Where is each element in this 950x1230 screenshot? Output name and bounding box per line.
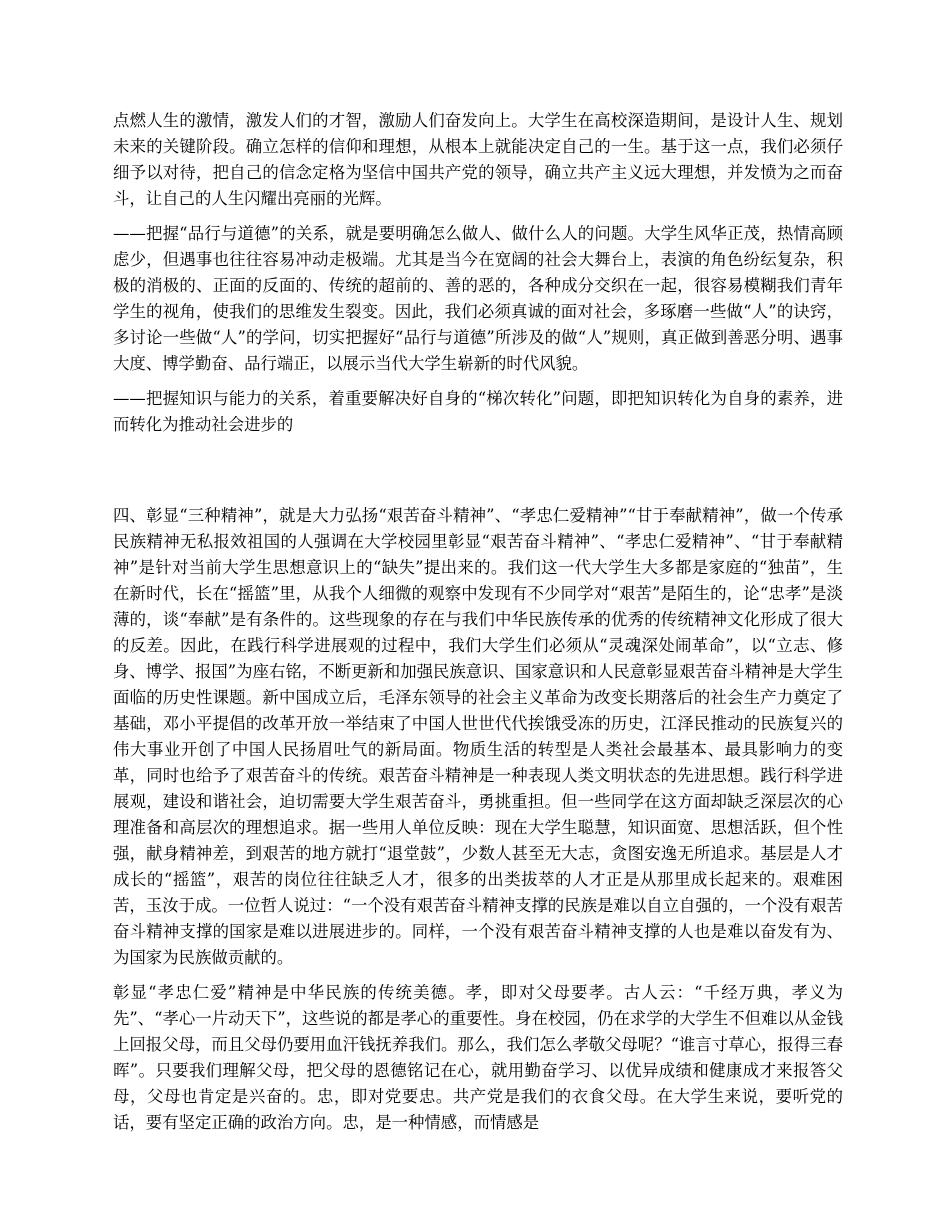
document-body	[113, 108, 843, 1145]
paragraph-conduct-morality: ——把握“品行与道德”的关系，就是要明确怎么做人、做什么人的问题。大学生风华正茂，热情高顾虑少，但遇事也往往容易冲动走极端。尤其是当今在宽阔的社会大舞台上，表演的角色纷纭复杂，积极的消极的、正面的反面的、传统的超前的、善的恶的，各种成分交织在一起，很容易模糊我们青年学生的视角，使我们的思维发生裂变。因此，我们必须真诚的面对社会，多琢磨一些做“人”的诀窍，多讨论一些做“人”的学问，切实把握好“品行与道德”所涉及的做“人”规则，真正做到善恶分明、遇事大度、博学勤奋、品行端正，以展示当代大学生崭新的时代风貌。	[113, 224, 843, 373]
paragraph-ideals: 点燃人生的激情，激发人们的才智，激励人们奋发向上。大学生在高校深造期间，是设计人生、规划未来的关键阶段。确立怎样的信仰和理想，从根本上就能决定自己的一生。基于这一点，我们必须仔细予以对待，把自己的信念定格为坚信中国共产党的领导，确立共产主义远大理想，并发愤为之而奋斗，让自己的人生闪耀出亮丽的光辉。	[113, 111, 843, 208]
paragraph-filial-loyalty: 彰显“孝忠仁爱”精神是中华民族的传统美德。孝，即对父母要孝。古人云：“千经万典，孝义为先”、“孝心一片动天下”，这些说的都是孝心的重要性。身在校园，仍在求学的大学生不但难以从金钱上回报父母，而且父母仍要用血汗钱抚养我们。那么，我们怎么孝敬父母呢？“谁言寸草心，报得三春晖”。只要我们理解父母，把父母的恩德铭记在心，就用勤奋学习、以优异成绩和健康成才来报答父母，父母也肯定是兴奋的。忠，即对党要忠。共产党是我们的衣食父母。在大学生来说，要听党的话，要有坚定正确的政治方向。忠，是一种情感，而情感是	[113, 983, 843, 1132]
paragraph-three-spirits: 四、彰显“三种精神”，就是大力弘扬“艰苦奋斗精神”、“孝忠仁爱精神”“甘于奉献精神”，做一个传承民族精神无私报效祖国的人强调在大学校园里彰显“艰苦奋斗精神”、“孝忠仁爱精神”、“甘于奉献精神”是针对当前大学生思想意识上的“缺失”提出来的。我们这一代大学生大多都是家庭的“独苗”，生在新时代，长在“摇篮”里，从我个人细微的观察中发现有不少同学对“艰苦”是陌生的，论“忠孝”是淡薄的，谈“奉献”是有条件的。这些现象的存在与我们中华民族传承的优秀的传统精神文化形成了很大的反差。因此，在践行科学进展观的过程中，我们大学生们必须从“灵魂深处闹革命”，以“立志、修身、博学、报国”为座右铭，不断更新和加强民族意识、国家意识和人民意彰显艰苦奋斗精神是大学生面临的历史性课题。新中国成立后，毛泽东领导的社会主义革命为改变长期落后的社会生产力奠定了基础，邓小平提倡的改革开放一举结束了中国人世世代代挨饿受冻的历史，江泽民推动的民族复兴的伟大事业开创了中国人民扬眉吐气的新局面。物质生活的转型是人类社会最基本、最具影响力的变革，同时也给予了艰苦奋斗的传统。艰苦奋斗精神是一种表现人类文明状态的先进思想。践行科学进展观，建设和谐社会，迫切需要大学生艰苦奋斗，勇挑重担。但一些同学在这方面却缺乏深层次的心理准备和高层次的理想追求。据一些用人单位反映：现在大学生聪慧，知识面宽、思想活跃，但个性强，献身精神差，到艰苦的地方就打“退堂鼓”，少数人甚至无大志，贪图安逸无所追求。基层是人才成长的“摇篮”，艰苦的岗位往往缺乏人才，很多的出类拔萃的人才正是从那里成长起来的。艰难困苦，玉汝于成。一位哲人说过：“一个没有艰苦奋斗精神支撑的民族是难以自立自强的，一个没有艰苦奋斗精神支撑的国家是难以进展进步的。同样，一个没有艰苦奋斗精神支撑的人也是难以奋发有为、为国家为民族做贡献的。	[113, 506, 843, 967]
paragraph-knowledge-ability: ——把握知识与能力的关系，着重要解决好自身的“梯次转化”问题，即把知识转化为自身的素养，进而转化为推动社会进步的	[113, 389, 843, 434]
section-gap	[113, 447, 843, 503]
